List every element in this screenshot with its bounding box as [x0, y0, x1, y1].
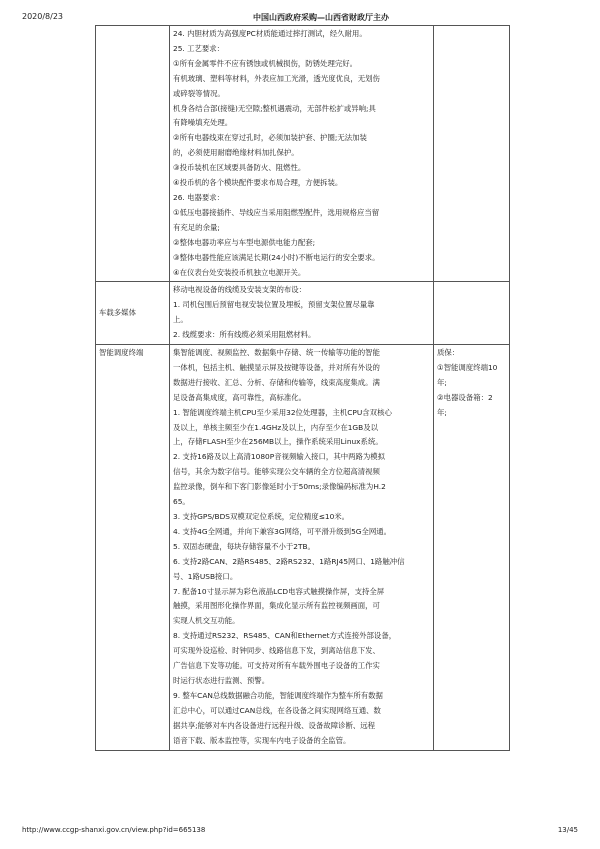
text-line: ①所有金属零件不应有锈蚀或机械损伤，防锈处理完好。: [173, 58, 358, 68]
text-line: 语音下载、版本监控等，实现车内电子设备的全监管。: [173, 735, 351, 745]
text-line: 有降噪填充处理。: [173, 118, 233, 128]
item-name-cell: 车载多媒体: [96, 282, 170, 345]
text-line: ④投币机的各个模块配件要求布局合理，方便拆装。: [173, 178, 343, 188]
requirement-cell: [170, 26, 434, 282]
text-line: 监控录像，倒车和下客门影像延时小于50ms;录像编码标准为H.2: [173, 482, 386, 492]
text-line: 广告信息下发等功能。可支持对所有车载外围电子设备的工作实: [173, 661, 380, 671]
text-line: 有充足的余量;: [173, 222, 220, 232]
text-line: ②整体电器功率应与车型电源供电能力配套;: [173, 237, 316, 247]
page-number: 13/45: [557, 826, 578, 834]
remark-cell: [434, 345, 510, 750]
text-line: 或碎裂等情况。: [173, 88, 225, 98]
text-line: ②电器设备箱：2: [437, 392, 493, 402]
text-line: 一体机，包括主机、触摸显示屏及按键等设备，并对所有外设的: [173, 362, 380, 372]
text-line: 5. 双固态硬盘，每块存储容量不小于2TB。: [173, 541, 315, 551]
text-line: 汇总中心，可以通过CAN总线，在各设备之间实现网络互通、数: [173, 705, 381, 715]
text-line: 8. 支持通过RS232、RS485、CAN和Ethernet方式连接外部设备，: [173, 631, 397, 641]
text-line: ③整体电器性能应该满足长期(24小时)不断电运行的安全要求。: [173, 252, 380, 262]
text-line: 4. 支持4G全网通，并向下兼容3G网络，可平滑升级到5G全网通。: [173, 526, 392, 536]
text-line: 上。: [173, 315, 188, 325]
text-line: 质保：: [437, 348, 460, 358]
text-line: 据共享;能够对车内各设备进行远程升级、设备故障诊断、远程: [173, 720, 376, 730]
text-line: 65。: [173, 497, 190, 507]
requirement-cell: [170, 345, 434, 750]
text-line: 足设备高集成度，高可靠性，高标准化。: [173, 392, 307, 402]
text-line: 25. 工艺要求：: [173, 43, 225, 53]
text-line: 的，必须使用耐磨绝缘材料加扎保护。: [173, 148, 299, 158]
item-name-cell: [96, 26, 170, 282]
site-title: 中国山西政府采购—山西省财政厅主办: [253, 13, 389, 22]
requirement-cell: [170, 282, 434, 345]
text-line: 集智能调度、视频监控、数据集中存储、统一传输等功能的智能: [173, 348, 380, 358]
text-line: ①低压电器接插件、导线应当采用阻燃型配件，选用规格应当留: [173, 207, 380, 217]
item-name-cell: 智能调度终端: [96, 345, 170, 750]
text-line: 及以上，单核主频至少在1.4GHz及以上，内存至少在1GB及以: [173, 422, 379, 432]
text-line: 26. 电器要求：: [173, 192, 225, 202]
text-line: 号、1路USB接口。: [173, 571, 238, 581]
text-line: ②所有电器线束在穿过孔时，必须加装护套、护圈;无法加装: [173, 133, 367, 143]
remark-cell: [434, 282, 510, 345]
text-line: 24. 内胆材质为高强度PC材质能通过摔打测试，经久耐用。: [173, 29, 367, 38]
text-line: 上，存储FLASH至少在256MB以上，操作系统采用Linux系统。: [173, 437, 383, 447]
text-line: 年;: [437, 407, 447, 417]
text-line: 1. 智能调度终端主机CPU至少采用32位处理器，主机CPU含双核心: [173, 407, 392, 417]
text-line: ③投币装机在区域要具备防火、阻燃性。: [173, 163, 306, 173]
requirements-table: [95, 25, 510, 751]
text-line: ④在仪表台处安装投币机独立电源开关。: [173, 267, 306, 277]
text-line: 6. 支持2路CAN、2路RS485、2路RS232、1路RJ45网口、1路触冲信: [173, 556, 405, 566]
text-line: 可实现外设巡检、时钟同步、线路信息下发，到离站信息下发、: [173, 646, 380, 656]
text-line: 3. 支持GPS/BDS双模双定位系统，定位精度≤10米。: [173, 512, 350, 521]
text-line: 数据进行接收、汇总、分析、存储和传输等，线束高度集成。满: [173, 377, 380, 387]
remark-cell: [434, 26, 510, 282]
text-line: 触摸，采用图形化操作界面，集成化显示所有监控视频画面，可: [173, 601, 380, 611]
page-url[interactable]: http://www.ccgp-shanxi.gov.cn/view.php?id=665138: [22, 826, 206, 834]
print-date: 2020/8/23: [22, 12, 64, 21]
text-line: 年;: [437, 377, 447, 387]
text-line: ①智能调度终端10: [437, 362, 498, 372]
text-line: 实现人机交互功能。: [173, 616, 240, 626]
text-line: 2. 支持16路及以上高清1080P音视频输入接口，其中两路为模拟: [173, 452, 386, 462]
text-line: 1. 司机包围后预留电视安装位置及埋板，预留支架位置尽量靠: [173, 300, 375, 310]
table-row: [96, 345, 510, 750]
text-line: 7. 配备10寸显示屏为彩色液晶LCD电容式触摸操作屏，支持全屏: [173, 586, 385, 596]
text-line: 时运行状态进行监测、预警。: [173, 675, 270, 685]
text-line: 9. 整车CAN总线数据融合功能，智能调度终端作为整车所有数据: [173, 690, 383, 700]
text-line: 有机玻璃、塑料等材料，外表应加工光滑，透光度优良，无划伤: [173, 73, 380, 83]
text-line: 信号，其余为数字信号。能够实现公交车辆的全方位超高清视频: [173, 467, 380, 477]
text-line: 移动电视设备的线缆及安装支架的布设：: [173, 285, 307, 295]
table-row: [96, 26, 510, 282]
text-line: 机身各结合部(接缝)无空隙;整机遇震动，无部件松扩或异响;具: [173, 103, 376, 113]
table-row: [96, 282, 510, 345]
text-line: 2. 线缆要求：所有线缆必须采用阻燃材料。: [173, 330, 316, 340]
